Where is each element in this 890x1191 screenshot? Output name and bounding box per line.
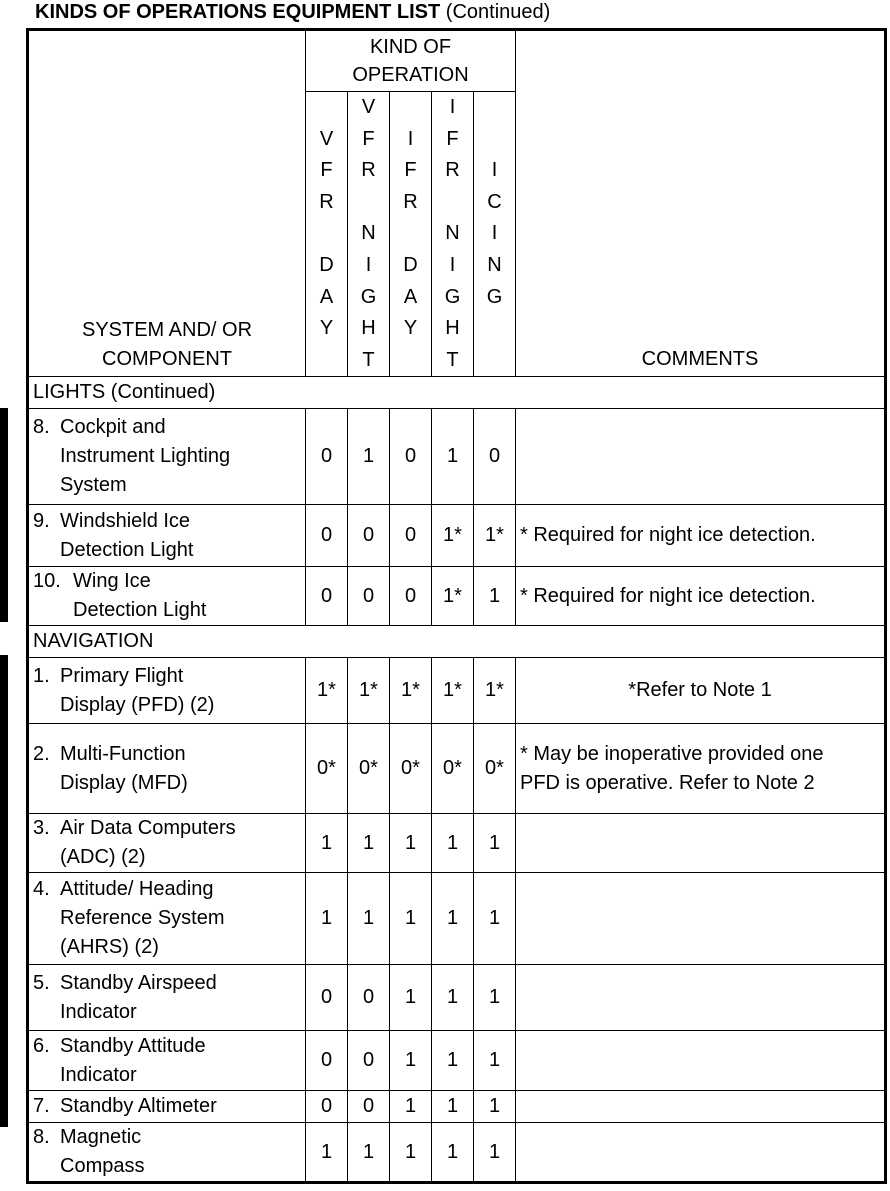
item-number: 2.	[33, 742, 50, 765]
comment	[516, 814, 886, 873]
value-icing: 0	[474, 409, 516, 505]
value-vfr-night: 0	[348, 1091, 390, 1123]
page-title	[35, 0, 550, 24]
value-ifr-day: 1	[390, 873, 432, 965]
component-name: 4. Attitude/ Heading Reference System (AHRS) (2)	[28, 873, 306, 965]
value-vfr-night: 1	[348, 814, 390, 873]
item-number: 7.	[33, 1095, 50, 1118]
table-row	[28, 873, 886, 965]
comment	[516, 873, 886, 965]
value-ifr-night: 1*	[432, 567, 474, 626]
comment	[516, 1091, 886, 1123]
value-ifr-day: 0	[390, 567, 432, 626]
value-vfr-day: 0*	[306, 724, 348, 814]
value-ifr-night: 1	[432, 814, 474, 873]
header-col-vfr-day: V F R D A Y	[306, 92, 348, 377]
value-vfr-night: 1	[348, 1123, 390, 1183]
header-col-ifr-day: I F R D A Y	[390, 92, 432, 377]
value-vfr-night: 0	[348, 567, 390, 626]
title-continued: (Continued)	[445, 1, 551, 23]
revision-bar	[0, 408, 8, 622]
component-name: 6. Standby Attitude Indicator	[28, 1031, 306, 1091]
value-icing: 0*	[474, 724, 516, 814]
value-icing: 1	[474, 873, 516, 965]
table-row	[28, 1031, 886, 1091]
value-vfr-day: 0	[306, 1091, 348, 1123]
item-number: 8.	[33, 416, 50, 439]
value-ifr-day: 0*	[390, 724, 432, 814]
value-icing: 1	[474, 567, 516, 626]
item-number: 10.	[33, 570, 61, 593]
table-row	[28, 814, 886, 873]
equipment-table	[26, 28, 887, 1184]
value-ifr-night: 1	[432, 1123, 474, 1183]
component-name: 1. Primary Flight Display (PFD) (2)	[28, 658, 306, 724]
value-vfr-night: 0	[348, 505, 390, 567]
table-row	[28, 1091, 886, 1123]
value-ifr-night: 1	[432, 1031, 474, 1091]
component-name: 3. Air Data Computers (ADC) (2)	[28, 814, 306, 873]
value-vfr-day: 1*	[306, 658, 348, 724]
component-name: 8. Magnetic Compass	[28, 1123, 306, 1183]
table-row	[28, 658, 886, 724]
value-ifr-night: 1	[432, 1091, 474, 1123]
value-icing: 1	[474, 1091, 516, 1123]
component-name: 5. Standby Airspeed Indicator	[28, 965, 306, 1031]
value-vfr-night: 0	[348, 1031, 390, 1091]
value-vfr-day: 0	[306, 965, 348, 1031]
header-col-icing: I C I N G	[474, 92, 516, 377]
value-icing: 1	[474, 1031, 516, 1091]
title-bold: KINDS OF OPERATIONS EQUIPMENT LIST	[35, 1, 441, 23]
value-ifr-night: 0*	[432, 724, 474, 814]
value-ifr-night: 1*	[432, 658, 474, 724]
comment: * Required for night ice detection.	[516, 505, 886, 567]
value-vfr-night: 1*	[348, 658, 390, 724]
value-vfr-day: 0	[306, 567, 348, 626]
value-vfr-night: 0*	[348, 724, 390, 814]
item-number: 1.	[33, 664, 50, 687]
comment: * May be inoperative provided one PFD is operative. Refer to Note 2	[516, 724, 886, 814]
comment: * Required for night ice detection.	[516, 567, 886, 626]
value-icing: 1	[474, 1123, 516, 1183]
table-row	[28, 505, 886, 567]
value-ifr-day: 1	[390, 965, 432, 1031]
component-name: 7. Standby Altimeter	[28, 1091, 306, 1123]
value-ifr-day: 1	[390, 1123, 432, 1183]
value-vfr-night: 0	[348, 965, 390, 1031]
component-name: 9. Windshield Ice Detection Light	[28, 505, 306, 567]
header-system-component: SYSTEM AND/ OR COMPONENT	[28, 30, 306, 377]
table-row	[28, 965, 886, 1031]
value-vfr-night: 1	[348, 873, 390, 965]
value-ifr-day: 0	[390, 409, 432, 505]
section-header: NAVIGATION	[28, 626, 886, 658]
item-number: 3.	[33, 817, 50, 840]
item-number: 4.	[33, 878, 50, 901]
value-icing: 1	[474, 814, 516, 873]
value-icing: 1	[474, 965, 516, 1031]
table-row	[28, 1123, 886, 1183]
value-ifr-day: 1*	[390, 658, 432, 724]
value-vfr-day: 0	[306, 1031, 348, 1091]
value-vfr-day: 0	[306, 505, 348, 567]
value-ifr-night: 1	[432, 965, 474, 1031]
value-ifr-night: 1*	[432, 505, 474, 567]
comment	[516, 965, 886, 1031]
value-icing: 1*	[474, 658, 516, 724]
value-ifr-day: 0	[390, 505, 432, 567]
comment: *Refer to Note 1	[516, 658, 886, 724]
header-col-vfr-night: V F R N I G H T	[348, 92, 390, 377]
table-row	[28, 567, 886, 626]
header-kind-of-operation: KIND OF OPERATION	[306, 30, 516, 92]
value-ifr-night: 1	[432, 873, 474, 965]
item-number: 6.	[33, 1034, 50, 1057]
section-header: LIGHTS (Continued)	[28, 377, 886, 409]
value-ifr-day: 1	[390, 1031, 432, 1091]
component-name: 10. Wing Ice Detection Light	[28, 567, 306, 626]
value-vfr-day: 1	[306, 814, 348, 873]
comment	[516, 1123, 886, 1183]
value-vfr-night: 1	[348, 409, 390, 505]
table-row	[28, 724, 886, 814]
component-name: 2. Multi-Function Display (MFD)	[28, 724, 306, 814]
item-number: 9.	[33, 509, 50, 532]
item-number: 8.	[33, 1126, 50, 1149]
value-vfr-day: 0	[306, 409, 348, 505]
value-vfr-day: 1	[306, 873, 348, 965]
comment	[516, 1031, 886, 1091]
value-ifr-day: 1	[390, 814, 432, 873]
revision-bar	[0, 655, 8, 1127]
table-row	[28, 409, 886, 505]
header-comments: COMMENTS	[516, 30, 886, 377]
item-number: 5.	[33, 971, 50, 994]
header-col-ifr-night: I F R N I G H T	[432, 92, 474, 377]
component-name: 8. Cockpit and Instrument Lighting System	[28, 409, 306, 505]
value-vfr-day: 1	[306, 1123, 348, 1183]
value-ifr-day: 1	[390, 1091, 432, 1123]
comment	[516, 409, 886, 505]
value-ifr-night: 1	[432, 409, 474, 505]
value-icing: 1*	[474, 505, 516, 567]
